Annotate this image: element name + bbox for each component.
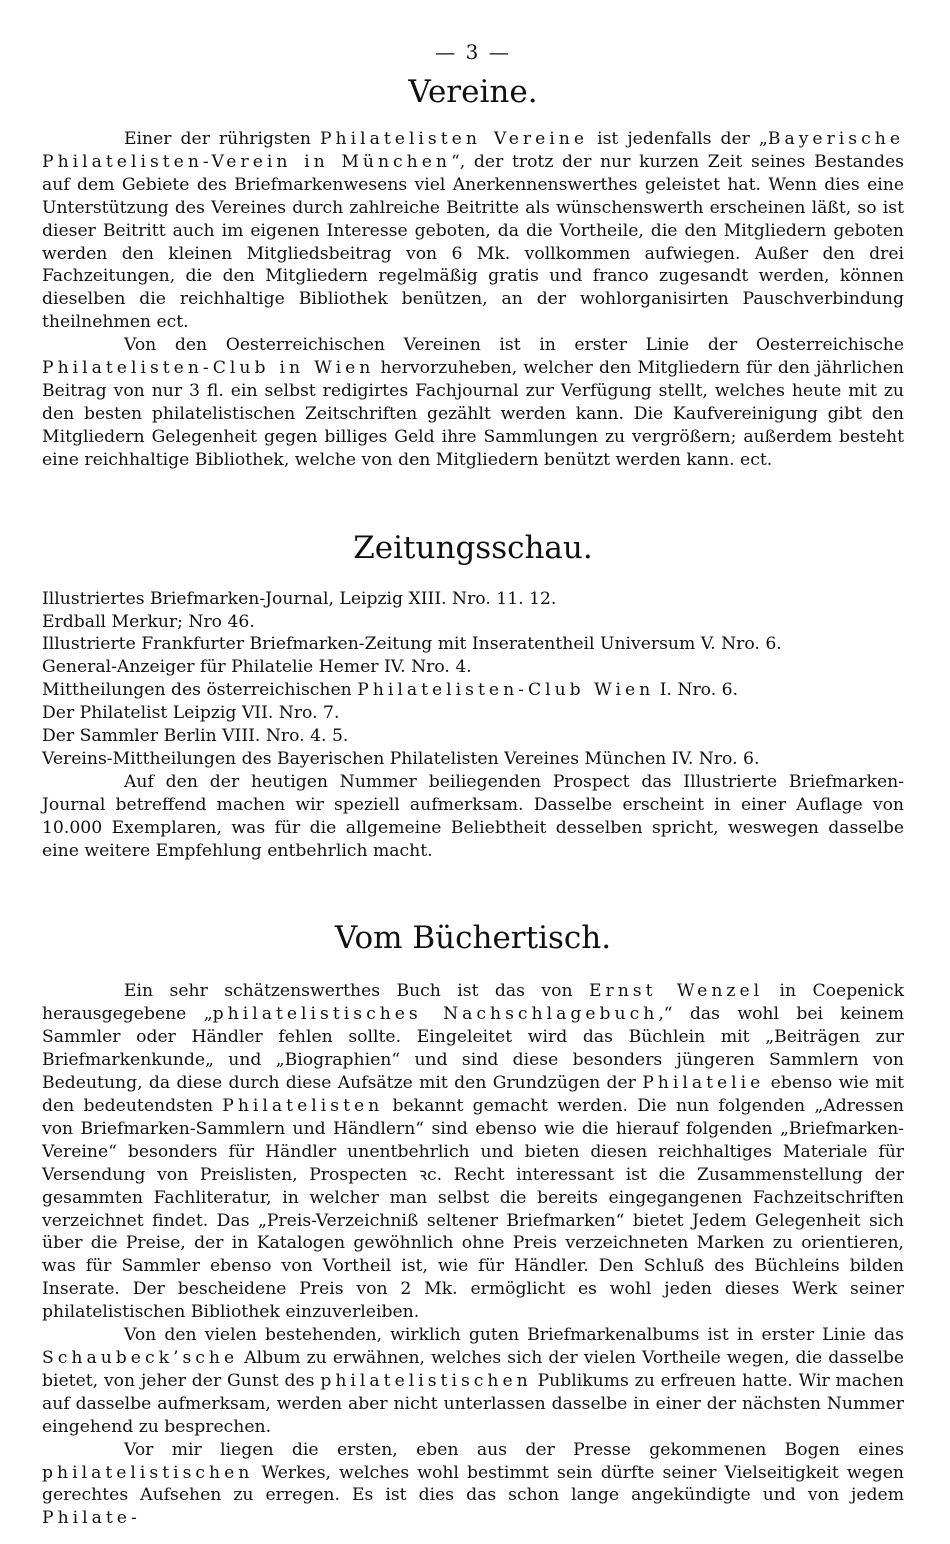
section-heading: Vereine. (408, 74, 538, 110)
text-run: ,“ das wohl bei keinem Sammler oder Händler fehlen sollte. Eingeleitet wird das Büchlein mit „Beiträgen zur Briefmarkenkunde„ und „Biographien“ und sind diese besonders jüngeren Sammlern von Bedeutung, da diese durch diese Aufsätze mit den Grundzügen der (42, 1004, 905, 1094)
text-run: Mittheilungen des österreichischen (42, 680, 358, 701)
text-run: General-Anzeiger für Philatelie Hemer IV. Nro. 4. (42, 657, 472, 678)
section-heading: Vom Büchertisch. (334, 920, 612, 957)
spaced-text: Philatelisten-Club Wien (357, 680, 655, 701)
text-run: Von den Oesterreichischen Vereinen ist in erster Linie der Oesterreichische (124, 335, 904, 356)
page-number: — 3 — (435, 40, 511, 64)
text-run: in Coepenick herausgegebene „ (42, 981, 904, 1025)
list-item (42, 611, 904, 634)
section-zeitungsschau (42, 530, 904, 863)
paragraph (42, 771, 904, 863)
text-run: ist jedenfalls der „ (588, 129, 768, 149)
text-run: hervorzuheben, welcher den Mitgliedern für den jährlichen Beitrag von nur 3 fl. ein selbst redigirtes Fachjournal zur Verfügung stellt, welches heute mit zu den besten philatelistischen Zeitschriften gezählt werden kann. Die Kaufvereinigung gibt den Mitgliedern Gelegenheit gegen billiges Geld ihre Sammlungen zu vergrößern; außerdem besteht eine reichhaltige Bibliothek, welche von den Mitgliedern benützt werden kann. ect. (42, 358, 904, 470)
text-run: “, der trotz der nur kurzen Zeit seines Bestandes auf dem Gebiete des Briefmarkenwesens viel Anerkennenswerthes geleistet hat. Wenn dies eine Unterstützung des Vereines durch zahlreiche Beitritte als wünschenswerth erscheinen läßt, so ist dieser Beitritt auch im eigenen Interesse geboten, da die Vortheile, die den Mitgliedern geboten werden den kleinen Mitgliedsbeitrag von 6 Mk. vollkommen aufwiegen. Außer den drei Fachzeitungen, die den Mitgliedern regelmäßig gratis und franco zugesandt werden, können dieselben die reichhaltige Bibliothek benützen, an der wohlorganisirten Pauschverbindung theilnehmen ect. (42, 151, 904, 333)
list-item (42, 633, 904, 656)
periodical-list (42, 588, 904, 771)
paragraph (42, 1439, 904, 1531)
list-item (42, 702, 904, 725)
text-run: Publikums zu erfreuen hatte. Wir machen auf dasselbe aufmerksam, werden aber nicht unterlassen dasselbe in einer der nächsten Nummer eingehend zu besprechen. (42, 1370, 904, 1437)
spaced-text: Philatelisten Vereine (319, 129, 589, 149)
text-run: Vereins-Mittheilungen des Bayerischen Philatelisten Vereines München IV. Nro. 6. (42, 748, 760, 769)
paragraph (42, 128, 904, 334)
spaced-text: Ernst Wenzel (588, 981, 764, 1002)
spaced-text: philatelistischen (42, 1462, 254, 1483)
text-run: Einer der rührigsten (124, 129, 320, 149)
text-run: Album zu erwähnen, welches sich der vielen Vortheile wegen, die dasselbe bietet, von jeher der Gunst des (42, 1347, 904, 1391)
list-item (42, 679, 904, 702)
spaced-text: Bayerische Philatelisten-Verein in München (42, 129, 904, 172)
paragraph (42, 980, 904, 1324)
spaced-text: Philate- (42, 1508, 141, 1529)
text-run: Illustrierte Frankfurter Briefmarken-Zeitung mit Inseratentheil Universum V. Nro. 6. (42, 634, 782, 655)
list-item (42, 725, 904, 748)
text-run: bekannt gemacht werden. Die nun folgenden „Adressen von Briefmarken-Sammlern und Händlern“ sind ebenso wie die hierauf folgenden „Briefmarken-Vereine“ besonders für Händler unentbehrlich und bieten diesen reichhaltiges Materiale für Versendung von Preislisten, Prospecten ꝛc. Recht interessant ist die Zusammenstellung der gesammten Fachliteratur, in welcher man selbst die bereits eingegangenen Fachzeitschriften verzeichnet findet. Das „Preis-Verzeichniß seltener Briefmarken“ bietet Jedem Gelegenheit sich über die Preise, der in Katalogen gewöhnlich ohne Preis verzeichneten Marken zu orientieren, was für Sammler ebenso von Vortheil ist, wie für Händler. Den Schluß des Büchleins bilden Inserate. Der bescheidene Preis von 2 Mk. ermöglicht es wohl jeden dieses Werk seiner philatelistischen Bibliothek einzuverleiben. (42, 1096, 904, 1323)
spaced-text: philatelistisches Nachschlagebuch (212, 1004, 659, 1025)
text-run: Vor mir liegen die ersten, eben aus der Presse gekommenen Bogen eines (124, 1439, 904, 1460)
text-run: ebenso wie mit den bedeutendsten (42, 1073, 904, 1116)
text-run: Der Philatelist Leipzig VII. Nro. 7. (42, 703, 340, 724)
text-run: Erdball Merkur; Nro 46. (42, 611, 255, 632)
spaced-text: Philatelie (642, 1073, 765, 1094)
spaced-text: philatelistischen (320, 1370, 532, 1391)
text-run: Der Sammler Berlin VIII. Nro. 4. 5. (42, 726, 349, 747)
text-run: Auf den der heutigen Nummer beiliegenden Prospect das Illustrierte Briefmarken-Journal betreffend machen wir speziell aufmerksam. Dasselbe erscheint in einer Auflage von 10.000 Exemplaren, was für die allgemeine Beliebtheit desselben spricht, weswegen dasselbe eine weitere Empfehlung entbehrlich macht. (42, 771, 904, 861)
spaced-text: Schaubeck’sche (42, 1347, 239, 1368)
paragraph (42, 1324, 904, 1439)
list-item (42, 588, 904, 611)
text-run: Von den vielen bestehenden, wirklich guten Briefmarkenalbums ist in erster Linie das (124, 1325, 904, 1346)
text-run: Ein sehr schätzenswerthes Buch ist das von (124, 981, 589, 1002)
section-heading: Zeitungsschau. (353, 529, 593, 566)
text-run: Illustriertes Briefmarken-Journal, Leipzig XIII. Nro. 11. 12. (42, 588, 557, 609)
paragraph (42, 334, 904, 471)
spaced-text: Philatelisten (222, 1096, 384, 1116)
section-vereine (42, 74, 904, 472)
spaced-text: Philatelisten-Club in Wien (42, 358, 375, 379)
list-item (42, 748, 904, 771)
section-buechertisch (42, 920, 904, 1530)
list-item (42, 656, 904, 679)
text-run: I. Nro. 6. (654, 680, 739, 701)
text-run: Werkes, welches wohl bestimmt sein dürfte seiner Vielseitigkeit wegen gerechtes Aufsehen zu erregen. Es ist dies das schon lange angekündigte und von jedem (42, 1462, 904, 1506)
